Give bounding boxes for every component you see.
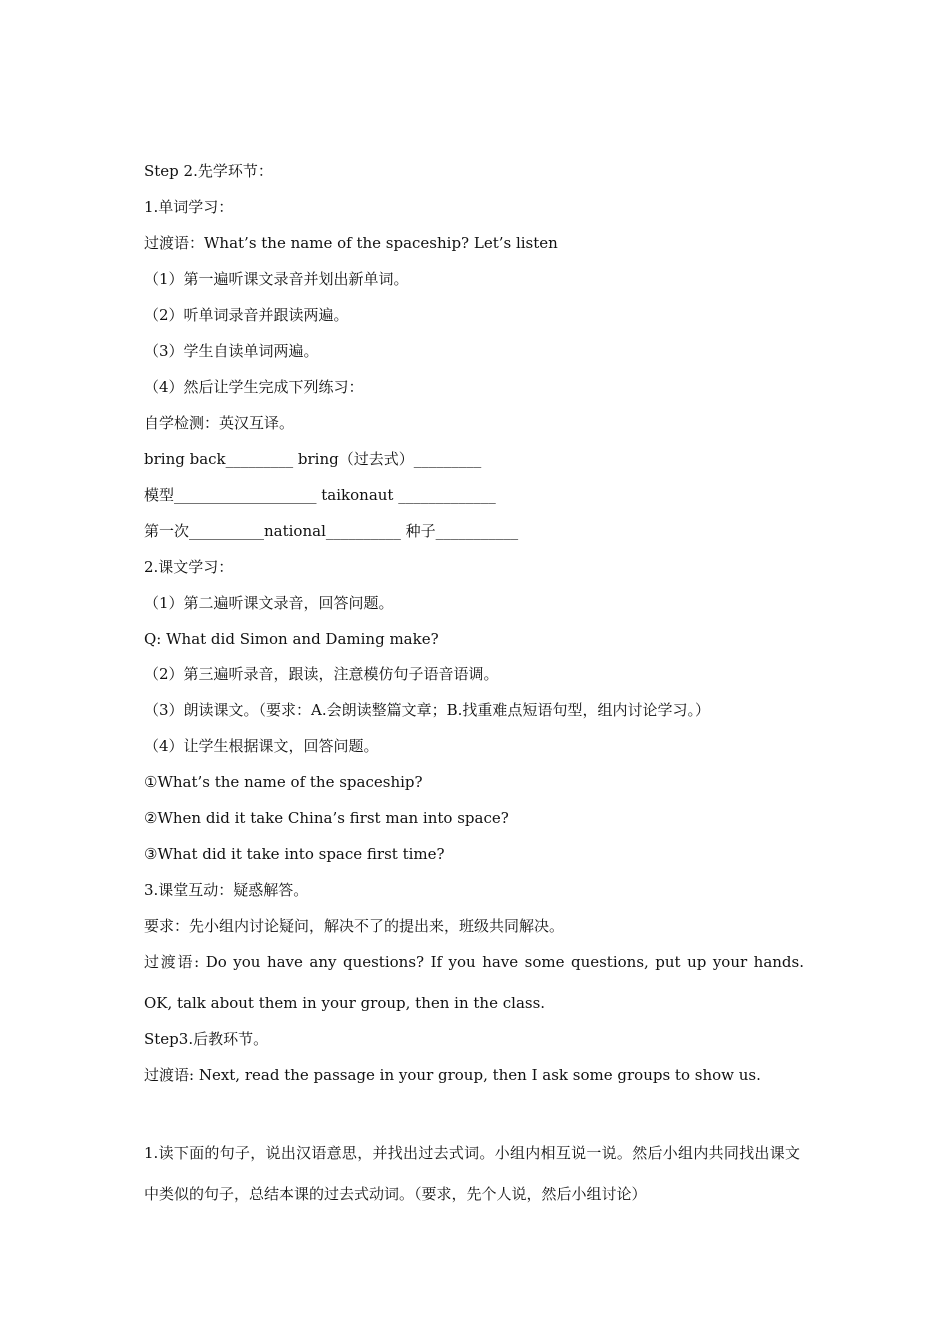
- exercise-line: bring back_________ bring（过去式）_________: [144, 450, 482, 468]
- transition-paragraph: 过渡语: Do you have any questions? If you have some questions, put up your hands. OK, talk about them in your group, then in the class.: [144, 953, 804, 1012]
- instruction-line: （4）让学生根据课文，回答问题。: [144, 737, 379, 755]
- question-line: ②When did it take China’s first man into space?: [144, 809, 509, 827]
- question-line: ①What’s the name of the spaceship?: [144, 773, 423, 791]
- step2-heading: Step 2.先学环节：: [144, 162, 273, 180]
- question-line: ③What did it take into space first time?: [144, 845, 445, 863]
- instruction-line: （1）第二遍听课文录音，回答问题。: [144, 594, 394, 612]
- transition-line: 过渡语：What’s the name of the spaceship? Let’s listen: [144, 234, 558, 252]
- instruction-line: （3）朗读课文。（要求：A.会朗读整篇文章；B.找重难点短语句型，组内讨论学习。）: [144, 701, 710, 719]
- section-text-heading: 2.课文学习：: [144, 558, 234, 576]
- instruction-line: （1）第一遍听课文录音并划出新单词。: [144, 270, 409, 288]
- section-vocabulary-heading: 1.单词学习：: [144, 198, 234, 216]
- task-paragraph: 1.读下面的句子，说出汉语意思，并找出过去式词。小组内相互说一说。然后小组内共同找出课文中类似的句子，总结本课的过去式动词。（要求，先个人说，然后小组讨论）: [144, 1144, 800, 1203]
- transition-paragraph: 过渡语: Next, read the passage in your group, then I ask some groups to show us.: [144, 1066, 761, 1084]
- instruction-line: （3）学生自读单词两遍。: [144, 342, 319, 360]
- exercise-line: 第一次__________national__________ 种子___________: [144, 522, 519, 540]
- self-check-heading: 自学检测：英汉互译。: [144, 414, 295, 432]
- requirement-line: 要求：先小组内讨论疑问，解决不了的提出来，班级共同解决。: [144, 917, 565, 935]
- instruction-line: （2）第三遍听录音，跟读，注意模仿句子语音语调。: [144, 665, 499, 683]
- exercise-line: 模型___________________ taikonaut _____________: [144, 486, 496, 504]
- step3-heading: Step3.后教环节。: [144, 1030, 269, 1048]
- instruction-line: （2）听单词录音并跟读两遍。: [144, 306, 349, 324]
- section-interaction-heading: 3.课堂互动：疑惑解答。: [144, 881, 309, 899]
- question-line: Q: What did Simon and Daming make?: [144, 630, 439, 648]
- instruction-line: （4）然后让学生完成下列练习：: [144, 378, 364, 396]
